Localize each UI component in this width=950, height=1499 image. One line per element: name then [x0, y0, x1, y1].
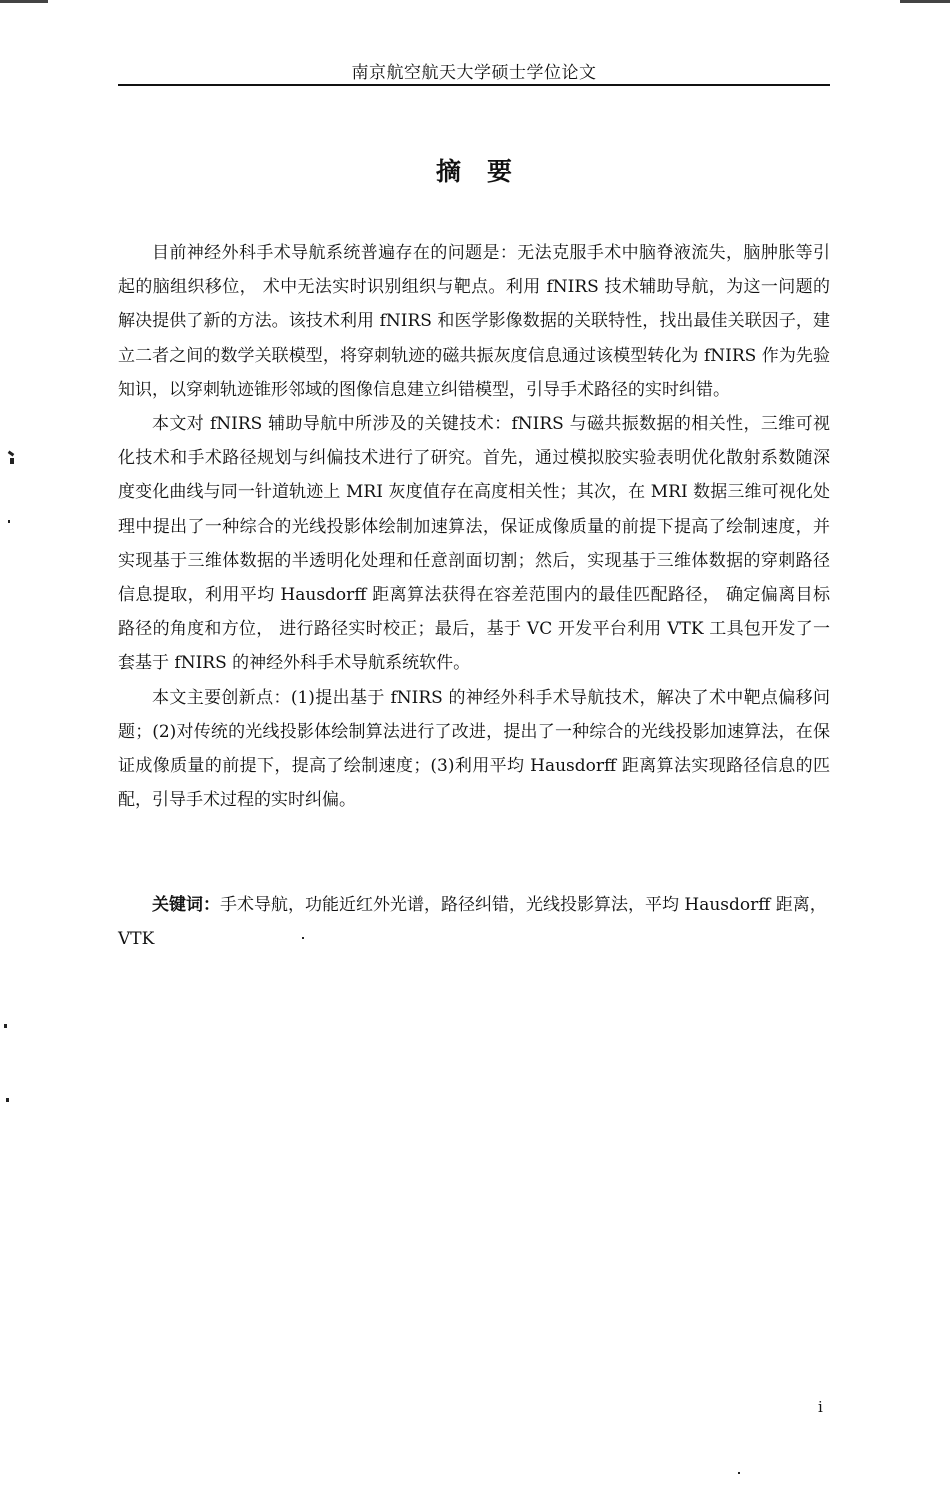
abstract-title: 摘要: [435, 157, 538, 186]
scan-speck: [8, 451, 15, 457]
keywords-label: 关键词：: [152, 895, 220, 915]
scan-speck: [4, 1024, 7, 1028]
page-number: i: [818, 1398, 823, 1416]
running-header: 南京航空航天大学硕士学位论文: [351, 63, 597, 83]
scan-speck: [302, 937, 304, 939]
header-rule: [118, 84, 830, 86]
abstract-paragraph-3: 本文主要创新点：(1)提出基于 fNIRS 的神经外科手术导航技术，解决了术中靶点偏移问题；(2)对传统的光线投影体绘制算法进行了改进，提出了一种综合的光线投影加速算法，在保证成像质量的前提下，提高了绘制速度；(3)利用平均 Hausdorff 距离算法实现路径信息的匹配，引导手术过程的实时纠偏。: [118, 687, 830, 811]
abstract-paragraph-1: 目前神经外科手术导航系统普遍存在的问题是：无法克服手术中脑脊液流失，脑肿胀等引起的脑组织移位， 术中无法实时识别组织与靶点。利用 fNIRS 技术辅助导航，为这一问题的解决提供了新的方法。该技术利用 fNIRS 和医学影像数据的关联特性，找出最佳关联因子，建立二者之间的数学关联模型，将穿刺轨迹的磁共振灰度信息通过该模型转化为 fNIRS 作为先验知识，以穿刺轨迹锥形邻域的图像信息建立纠错模型，引导手术路径的实时纠错。: [118, 243, 830, 400]
scan-edge: [0, 0, 950, 3]
scan-speck: [10, 458, 14, 464]
keywords-text: 手术导航，功能近红外光谱，路径纠错，光线投影算法，平均 Hausdorff 距离，VTK: [118, 895, 827, 950]
abstract-paragraph-2: 本文对 fNIRS 辅助导航中所涉及的关键技术：fNIRS 与磁共振数据的相关性，三维可视化技术和手术路径规划与纠偏技术进行了研究。首先，通过模拟胶实验表明优化散射系数随深度变化曲线与同一针道轨迹上 MRI 灰度值存在高度相关性；其次，在 MRI 数据三维可视化处理中提出了一种综合的光线投影体绘制加速算法，保证成像质量的前提下提高了绘制速度，并实现基于三维体数据的半透明化处理和任意剖面切割；然后，实现基于三维体数据的穿刺路径信息提取，利用平均 Hausdorff 距离算法获得在容差范围内的最佳匹配路径， 确定偏离目标路径的角度和方位， 进行路径实时校正；最后，基于 VC 开发平台利用 VTK 工具包开发了一套基于 fNIRS 的神经外科手术导航系统软件。: [118, 414, 830, 674]
scan-speck: [6, 1098, 9, 1102]
abstract-body: [118, 236, 830, 817]
scan-speck: [8, 520, 10, 523]
scan-speck: [738, 1472, 740, 1474]
keywords: [118, 888, 830, 956]
